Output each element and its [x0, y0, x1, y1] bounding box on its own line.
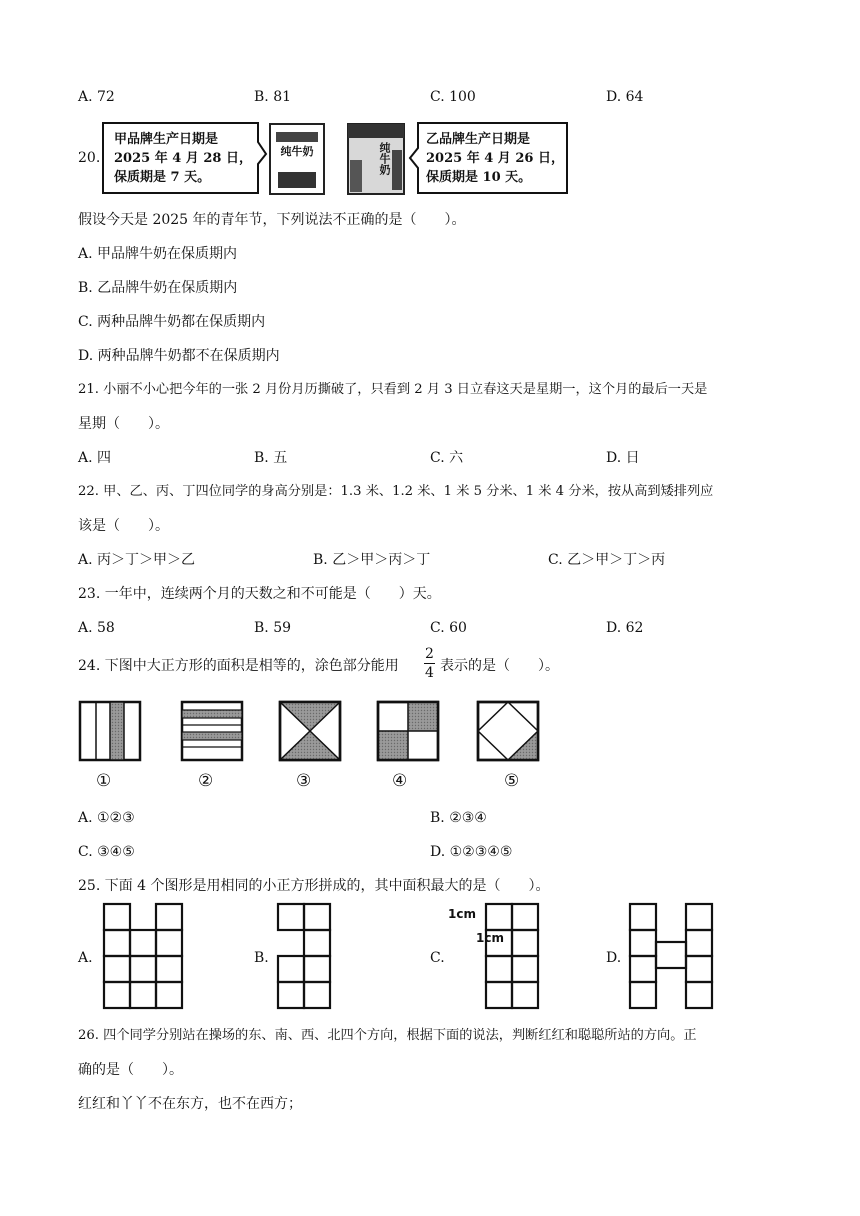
q25-option-d-letter: D. [606, 950, 622, 966]
q22-stem-line2: 该是（ ）。 [78, 518, 169, 534]
q23-option-d: D. 62 [606, 620, 644, 636]
q25-option-c-letter: C. [430, 950, 445, 966]
q20-option-c: C. 两种品牌牛奶都在保质期内 [78, 314, 266, 330]
q20-bubble-right-line: 2025 年 4 月 26 日， [426, 151, 564, 166]
q25-option-a-letter: A. [78, 950, 93, 966]
q24-figure-label-1: ① [96, 771, 112, 791]
q24-figure-1 [80, 702, 140, 760]
q24-figure-2 [182, 702, 242, 760]
q25-option-b-letter: B. [254, 950, 269, 966]
q20-figure [100, 120, 570, 198]
q23-option-a: A. 58 [78, 620, 115, 636]
q20-bubble-right-line: 保质期是 10 天。 [426, 170, 532, 185]
q23-option-c: C. 60 [430, 620, 467, 636]
q20-option-a: A. 甲品牌牛奶在保质期内 [78, 246, 238, 262]
q20-number: 20. [78, 150, 101, 166]
q24-option-a: A. ①②③ [78, 810, 135, 826]
q24-figure-label-2: ② [198, 771, 214, 791]
q24-figure-4 [378, 702, 438, 760]
q19-option-b: B. 81 [254, 89, 292, 105]
q21-option-a: A. 四 [78, 450, 112, 466]
q25-unit-label-1: 1cm [448, 907, 476, 921]
q20-bubble-right-line: 乙品牌生产日期是 [426, 132, 531, 147]
fraction-bar [424, 663, 435, 664]
q25-figure-d [630, 904, 712, 1008]
q22-option-c: C. 乙＞甲＞丁＞丙 [548, 552, 666, 568]
q24-stem-after: 表示的是（ ）。 [440, 658, 559, 674]
q20-stem: 假设今天是 2025 年的青年节，下列说法不正确的是（ ）。 [78, 212, 466, 228]
q24-figure-5 [478, 702, 538, 760]
q20-option-d: D. 两种品牌牛奶都不在保质期内 [78, 348, 280, 364]
q19-option-a: A. 72 [78, 89, 115, 105]
q24-option-c: C. ③④⑤ [78, 844, 135, 860]
q19-option-c: C. 100 [430, 89, 476, 105]
q20-bubble-left-line: 甲品牌生产日期是 [114, 132, 219, 147]
milk-carton-right-logo: 纯牛奶 [378, 142, 391, 175]
q25-stem: 25. 下面 4 个图形是用相同的小正方形拼成的，其中面积最大的是（ ）。 [78, 878, 550, 894]
q24-stem-before: 24. 下图中大正方形的面积是相等的，涂色部分能用 [78, 658, 399, 674]
q24-figure-label-4: ④ [392, 771, 408, 791]
q23-option-b: B. 59 [254, 620, 292, 636]
q20-bubble-left-line: 2025 年 4 月 28 日， [114, 151, 252, 166]
q22-option-a: A. 丙＞丁＞甲＞乙 [78, 552, 196, 568]
fraction-two-fourths [424, 646, 435, 681]
q26-stem-line2: 确的是（ ）。 [78, 1062, 183, 1078]
q21-option-c: C. 六 [430, 450, 464, 466]
q24-figure-label-5: ⑤ [504, 771, 520, 791]
q21-stem-line1: 21. 小丽不小心把今年的一张 2 月份月历撕破了，只看到 2 月 3 日立春这天是星期一，这个月的最后一天是 [78, 382, 708, 397]
q24-figures [78, 700, 558, 796]
q25-figures [100, 902, 720, 1012]
q21-stem-line2: 星期（ ）。 [78, 416, 169, 432]
q21-option-b: B. 五 [254, 450, 288, 466]
milk-carton-left-logo: 纯牛奶 [280, 145, 314, 158]
fraction-denominator: 4 [425, 665, 434, 681]
q20-bubble-left [114, 130, 252, 187]
q26-stem-line1: 26. 四个同学分别站在操场的东、南、西、北四个方向，根据下面的说法，判断红红和聪聪所站的方向。正 [78, 1028, 697, 1043]
q22-stem-line1: 22. 甲、乙、丙、丁四位同学的身高分别是：1.3 米、1.2 米、1 米 5 分米、1 米 4 分米，按从高到矮排列应 [78, 484, 714, 499]
q24-option-b: B. ②③④ [430, 810, 487, 826]
q20-bubble-left-line: 保质期是 7 天。 [114, 170, 211, 185]
q20-bubble-right [426, 130, 564, 187]
q26-stem-line3: 红红和丫丫不在东方，也不在西方； [78, 1096, 302, 1112]
q24-option-d: D. ①②③④⑤ [430, 844, 513, 860]
q22-option-b: B. 乙＞甲＞丙＞丁 [313, 552, 431, 568]
q25-unit-label-2: 1cm [476, 931, 504, 945]
fraction-numerator: 2 [425, 646, 434, 662]
q25-figure-c [486, 904, 538, 1008]
q23-stem: 23. 一年中，连续两个月的天数之和不可能是（ ）天。 [78, 586, 441, 602]
q24-figure-label-3: ③ [296, 771, 312, 791]
q24-figure-3 [280, 702, 340, 760]
q25-figure-a [104, 904, 182, 1008]
q21-option-d: D. 日 [606, 450, 640, 466]
q25-figure-b [278, 904, 330, 1008]
q19-option-d: D. 64 [606, 89, 644, 105]
q20-option-b: B. 乙品牌牛奶在保质期内 [78, 280, 238, 296]
